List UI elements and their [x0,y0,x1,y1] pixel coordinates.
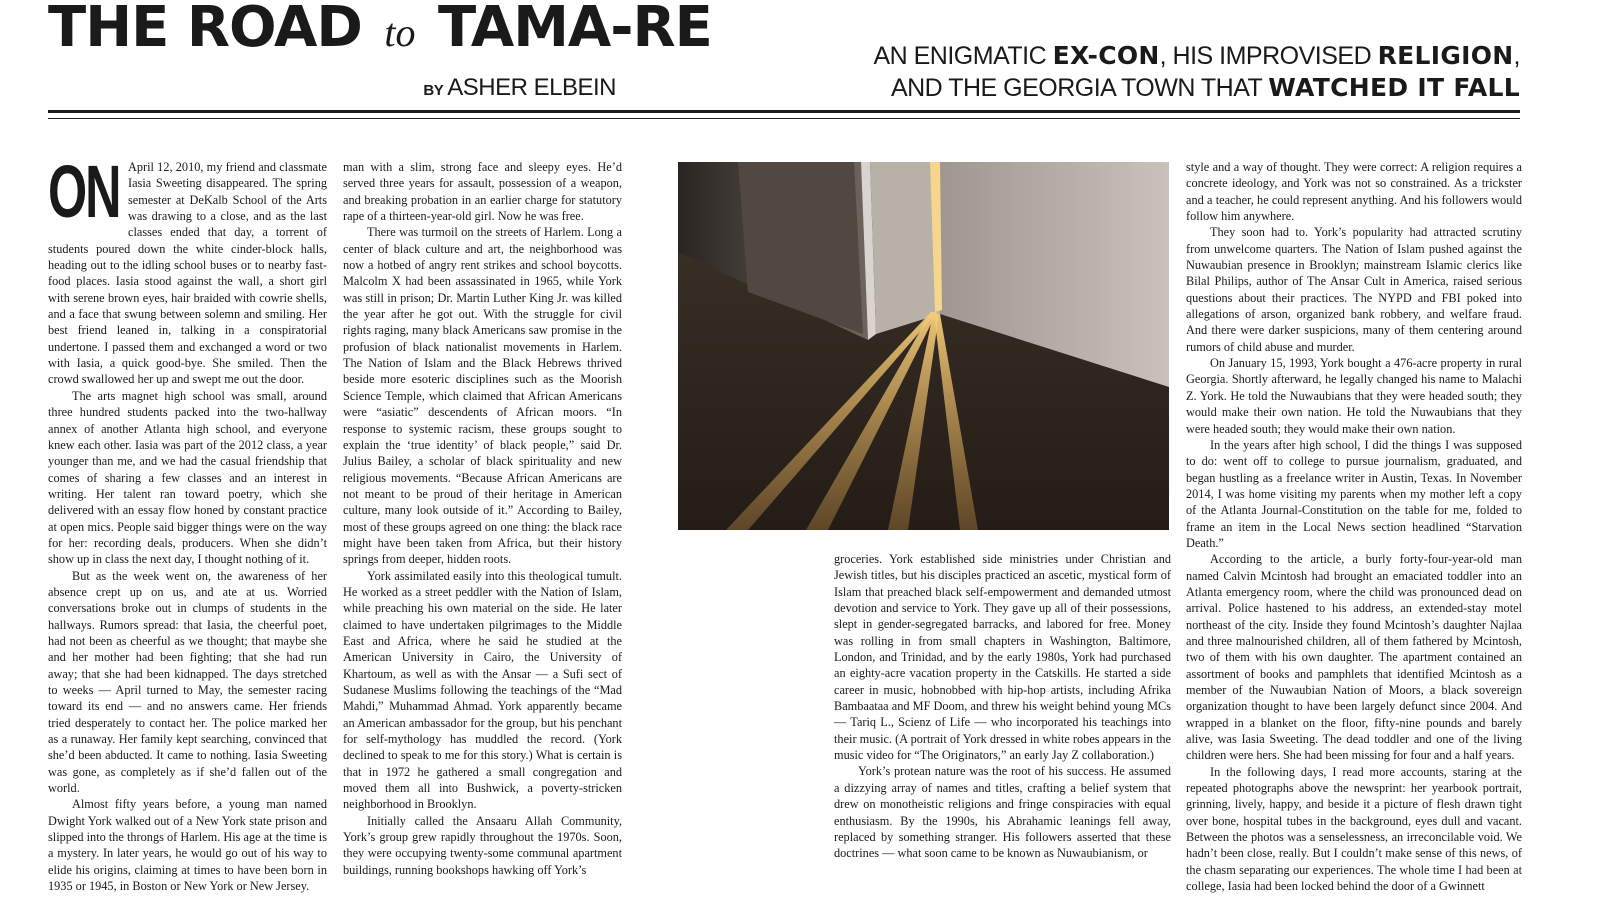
deck-text: , [1513,42,1520,70]
title-part-2: TAMA-RE [438,0,712,60]
paragraph: man with a slim, strong face and sleepy eyes. He’d served three years for assault, possession of a weapon, and breaking probation in an earlier charge for statutory rape of a thirteen-year-old girl. Now he was free. [343,160,622,224]
paragraph: On January 15, 1993, York bought a 476-acre property in rural Georgia. Shortly afterward, he legally changed his name to Malachi Z. York. He told the Nuwaubians that they were headed south; they would make their own nation. He told the Nuwaubians that they were headed south; they would make their own nation. [1186,356,1522,436]
paragraph: York’s protean nature was the root of his success. He assumed a dizzying array of names and titles, crafting a belief system that drew on monotheistic religions and fringe conspiracies with equal enthusiasm. By the 1990s, his Abrahamic leanings fell away, replaced by something stranger. His followers asserted that these doctrines — what soon came to be known as Nuwaubianism, or [834,764,1171,861]
title-part-1: THE ROAD [48,0,362,60]
byline-by: BY [423,82,444,99]
deck-emphasis: EX-CON [1052,41,1160,70]
article-column-1 [48,159,327,898]
deck-text: AN ENIGMATIC [873,42,1053,70]
paragraph: According to the article, a burly forty-four-year-old man named Calvin Mcintosh had brought an emaciated toddler into an Atlanta emergency room, where the child was pronounced dead on arrival. Police hastened to his address, an extended-stay motel northeast of the city. Inside they found Mcintosh’s daughter Najlaa and three malnourished children, all of them fathered by Mcintosh, two of them with his own daughter. The apartment contained an assortment of books and pamphlets that identified Mcintosh as a member of the Nuwaubian Nation of Moors, a black sovereign organization thought to have been largely defunct since 2004. And wrapped in a blanket on the floor, fifty-nine pounds and barely alive, was Iasia Sweeting. The dead toddler and one of the living children were hers. She had been missing for four and a half years. [1186,552,1522,763]
byline [423,74,616,102]
photo-light-through-doorway [678,162,1169,530]
article-deck [832,40,1520,104]
deck-emphasis: WATCHED IT FALL [1268,73,1520,102]
byline-author: ASHER ELBEIN [447,74,616,101]
article-column-3 [834,551,1171,898]
paragraph: In the years after high school, I did the things I was supposed to do: went off to college to pursue journalism, graduated, and began hustling as a freelance writer in Austin, Texas. In November 2014, I was home visiting my parents when my mother left a copy of the Atlanta Journal-Constitution on the table for me, folded to frame an item in the Local News section headlined “Starvation Death.” [1186,437,1522,550]
paragraph: They soon had to. York’s popularity had attracted scrutiny from unwelcome quarters. The Nation of Islam pushed against the Nuwaubian presence in Brooklyn; mainstream Islamic clerics like Bilal Philips, author of The Ansar Cult in America, raised serious questions about their practices. The NYPD and FBI poked into allegations of arson, organized bank robbery, and welfare fraud. And there were darker suspicions, many of them centering around rumors of child abuse and murder. [1186,225,1522,354]
article-column-4 [1186,159,1522,898]
paragraph: But as the week went on, the awareness of her absence crept up on us, and ate at us. Worried conversations broke out in clumps of students in the hallways. Rumors spread: that Iasia, the cheerful poet, had not been as cheerful as we thought; that maybe she and her mother had been fighting; that she had run away; that she had been kidnapped. The days stretched to weeks — April turned to May, the semester racing toward its end — and no answers came. Her friends tried desperately to contact her. The police marked her as a runaway. Her family kept searching, convinced that she’d been abducted. It came to nothing. Iasia Sweeting was gone, as completely as if she’d fallen out of the world. [48,568,327,796]
header-rule-thin [48,118,1520,119]
paragraph: York assimilated easily into this theological tumult. He worked as a street peddler with the Nation of Islam, while preaching his own material on the side. He later claimed to have undertaken pilgrimages to the Middle East and Africa, where he said he studied at the American University in Cairo, the University of Khartoum, as well as with the Ansar — a Sufi sect of Sudanese Muslims following the teachings of the “Mad Mahdi,” Muhammad Ahmad. York apparently became an American ambassador for the group, but his penchant for self-mythology has muddled the record. (York declined to speak to me for this story.) What is certain is that in 1972 he gathered a small congregation and moved them all into Bushwick, a poverty-stricken neighborhood in Brooklyn. [343,568,622,812]
title-to: to [384,10,416,55]
paragraph: The arts magnet high school was small, around three hundred students packed into the two-hallway annex of another Atlanta high school, and everyone knew each other. Iasia was part of the 2012 class, a year younger than me, and we had the casual friendship that comes of sharing a few classes and an interest in writing. Her talent ran toward poetry, which she delivered with an essay flow honed by constant practice at open mics. People said bigger things were on the way for her: recording deals, producers. When she didn’t show up in class the next day, I thought nothing of it. [48,388,327,567]
paragraph: April 12, 2010, my friend and classmate Iasia Sweeting disappeared. The spring semester at DeKalb School of the Arts was drawing to a close, and as the last classes ended that day, a torrent of students poured down the white cinder-block halls, heading out to the idling school buses or to nearby fast-food places. Iasia stood against the wall, a short girl with serene brown eyes, hair braided with cowrie shells, and a face that swung between solemn and smiling. Her best friend leaned in, talking in a conspiratorial undertone. I passed them and exchanged a word or two with Iasia, a quick good-bye. She smiled. Then the crowd swallowed her up and swept me out the door. [48,160,327,387]
paragraph: Initially called the Ansaaru Allah Community, York’s group grew rapidly throughout the 1970s. Soon, they were occupying twenty-some communal apartment buildings, running bookshops hawking off York’s [343,813,622,877]
deck-emphasis: RELIGION [1377,41,1514,70]
paragraph: In the following days, I read more accounts, staring at the repeated photographs above the newsprint: her yearbook portrait, grinning, lively, happy, and beside it a picture of flesh drawn tight over bone, hospital tubes in the background, eyes dull and vacant. Between the photos was a senselessness, an irreconcilable void. We hadn’t been close, really. But I couldn’t make sense of this news, of the chasm separating our experiences. The whole time I had been at college, Iasia had been locked behind the door of a Gwinnett [1186,764,1522,894]
paragraph: groceries. York established side ministries under Christian and Jewish titles, but his disciples practiced an ascetic, mystical form of Islam that preached black self-empowerment and demanded utmost devotion and service to York. They gave up all of their possessions, slept in gender-segregated barracks, and labored for free. Money was rolling in from small chapters in Washington, Baltimore, London, and Trinidad, and by the early 1980s, York had purchased an eighty-acre vacation property in the Catskills. He started a side career in music, hobnobbed with hip-hop artists, including Afrika Bambaataa and MF Doom, and threw his weight behind young MCs — Tariq L., Scienz of Life — who incorporated his teachings into their music. (A portrait of York dressed in white robes appears in the music video for “The Originators,” an early Jay Z collaboration.) [834,552,1171,763]
header-rule-thick [48,110,1520,113]
drop-cap: ON [48,159,120,233]
deck-text: AND THE GEORGIA TOWN THAT [890,74,1269,102]
article-column-2 [343,159,622,898]
article-title [48,0,712,63]
article-photo [678,162,1169,530]
paragraph: Almost fifty years before, a young man named Dwight York walked out of a New York state prison and slipped into the throngs of Harlem. His age at the time is a mystery. In later years, he would go out of his way to elide his origins, claiming at times to have been born in 1935 or 1945, in Boston or New York or New Jersey. [48,797,327,894]
paragraph: style and a way of thought. They were correct: A religion requires a concrete ideology, and York was not so constrained. As a trickster and a teacher, he could represent anything. And his followers would follow him anywhere. [1186,160,1522,224]
paragraph: There was turmoil on the streets of Harlem. Long a center of black culture and art, the neighborhood was now a hotbed of angry rent strikes and school boycotts. Malcolm X had been assassinated in 1965, while York was still in prison; Dr. Martin Luther King Jr. was killed the year after he got out. With the struggle for civil rights raging, many black Americans saw promise in the profusion of black nationalist movements in Harlem. The Nation of Islam and the Black Hebrews thrived beside more esoteric disciplines such as the Moorish Science Temple, which claimed that African Americans were “asiatic” descendents of African moors. “In response to systemic racism, these groups sought to explain the ‘true identity’ of black people,” said Dr. Julius Bailey, a scholar of black spirituality and new religious movements. “Because African Americans are not meant to be proud of their heritage in American culture, many look outside of it.” According to Bailey, most of these groups agreed on one thing: the black race might have been taken from Africa, but their history springs from deeper, hidden roots. [343,225,622,567]
deck-text: , HIS IMPROVISED [1159,42,1378,70]
